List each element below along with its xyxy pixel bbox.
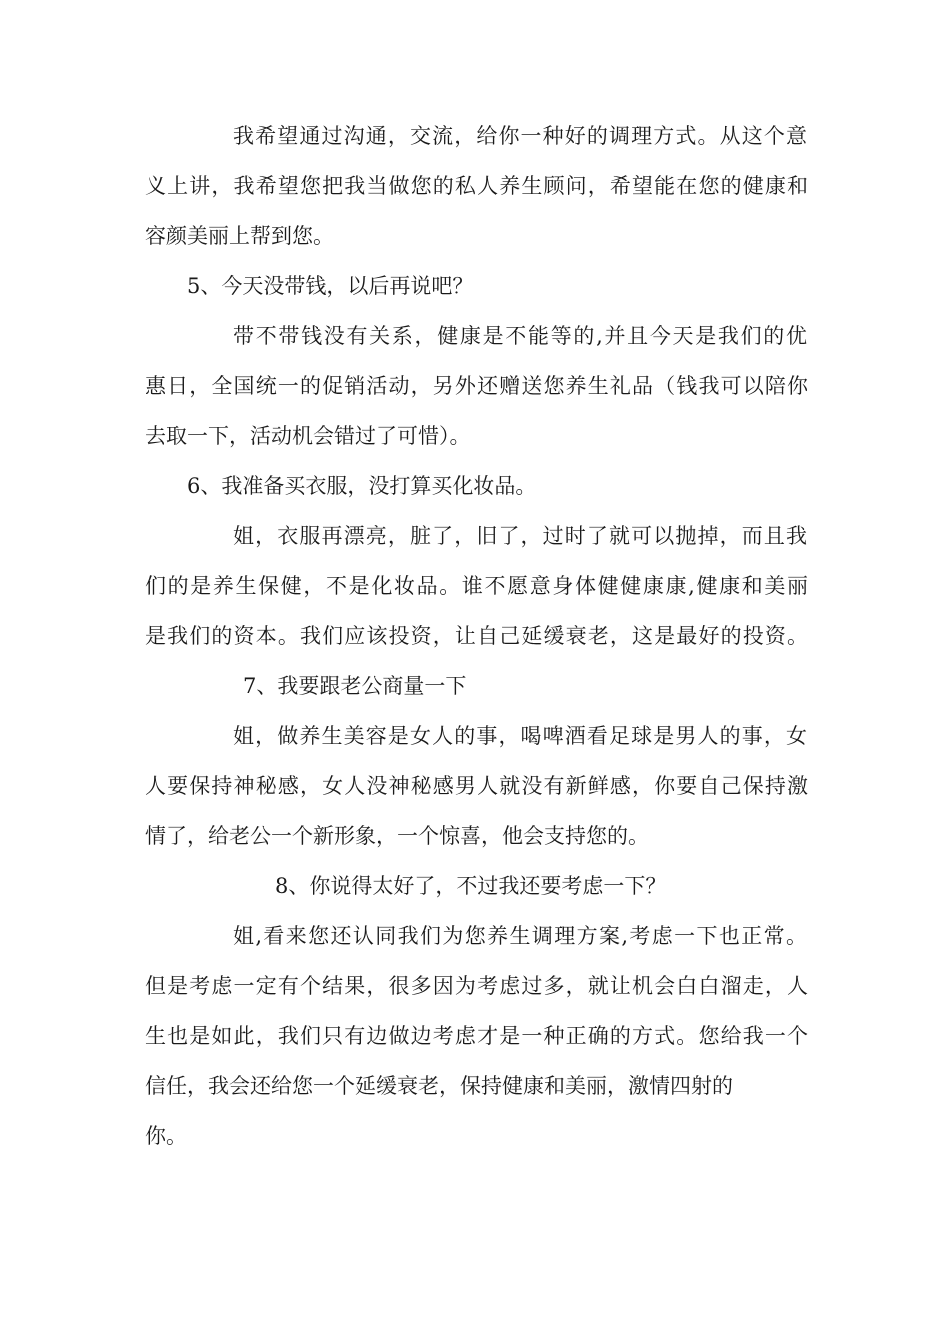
paragraph-line: 姐，做养生美容是女人的事，喝啤酒看足球是男人的事，女 — [233, 724, 807, 748]
paragraph-line: 姐，衣服再漂亮，脏了，旧了，过时了就可以抛掉，而且我 — [233, 524, 807, 548]
paragraph-line: 生也是如此，我们只有边做边考虑才是一种正确的方式。您给我一个 — [145, 1024, 808, 1048]
paragraph-line: 义上讲，我希望您把我当做您的私人养生顾问，希望能在您的健康和 — [145, 174, 808, 198]
paragraph-line: 们的是养生保健，不是化妆品。谁不愿意身体健健康康,健康和美丽 — [145, 574, 808, 598]
paragraph-line: 带不带钱没有关系，健康是不能等的,并且今天是我们的优 — [233, 324, 807, 348]
paragraph-line: 你。 — [145, 1124, 187, 1148]
paragraph-line: 姐,看来您还认同我们为您养生调理方案,考虑一下也正常。 — [233, 924, 807, 948]
question-heading: 7、我要跟老公商量一下 — [243, 674, 467, 698]
paragraph-line: 但是考虑一定有个结果，很多因为考虑过多，就让机会白白溜走，人 — [145, 974, 808, 998]
paragraph-line: 容颜美丽上帮到您。 — [145, 224, 334, 248]
question-heading: 5、今天没带钱，以后再说吧？ — [187, 274, 474, 298]
paragraph-line: 人要保持神秘感，女人没神秘感男人就没有新鲜感，你要自己保持激 — [145, 774, 808, 798]
paragraph-line: 情了，给老公一个新形象，一个惊喜，他会支持您的。 — [145, 824, 649, 848]
paragraph-line: 是我们的资本。我们应该投资，让自己延缓衰老，这是最好的投资。 — [145, 624, 808, 648]
paragraph-line: 信任，我会还给您一个延缓衰老，保持健康和美丽，激情四射的 — [145, 1074, 733, 1098]
paragraph-line: 我希望通过沟通，交流，给你一种好的调理方式。从这个意 — [233, 124, 807, 148]
paragraph-line: 惠日，全国统一的促销活动，另外还赠送您养生礼品（钱我可以陪你 — [145, 374, 808, 398]
paragraph-line: 去取一下，活动机会错过了可惜）。 — [145, 424, 471, 448]
question-heading: 8、你说得太好了，不过我还要考虑一下？ — [275, 874, 667, 898]
question-heading: 6、我准备买衣服，没打算买化妆品。 — [187, 474, 537, 498]
